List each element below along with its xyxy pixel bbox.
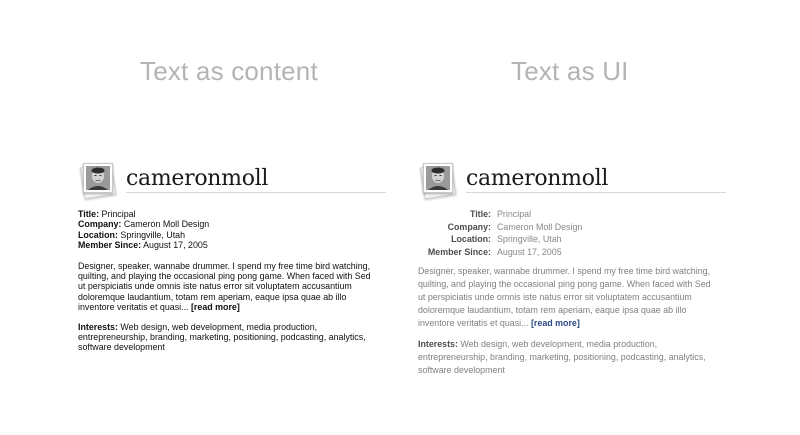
meta-label: Title: <box>78 209 100 219</box>
username[interactable]: cameronmoll <box>466 166 609 191</box>
meta-value: August 17, 2005 <box>497 246 562 257</box>
meta-location <box>78 230 388 240</box>
bio-paragraph <box>78 261 376 313</box>
bio-text: Designer, speaker, wannabe drummer. I spend my free time bird watching, quilting, and playing the occasional ping pong game. When faced with Sed ut perspiciatis unde omnis iste natus error sit voluptatem accusantium doloremque laudantium, totam rem aperiam, eaque ipsa quae ab illo inventore veritatis et quasi... <box>418 266 711 328</box>
meta-value: Cameron Moll Design <box>123 219 210 230</box>
profile-header <box>78 162 388 196</box>
profile-meta <box>418 208 728 258</box>
bio-paragraph <box>418 265 718 329</box>
divider <box>126 192 386 193</box>
username[interactable]: cameronmoll <box>126 166 269 191</box>
meta-value: Springville, Utah <box>120 229 186 240</box>
meta-company <box>78 219 388 229</box>
heading-text-as-ui: Text as UI <box>511 56 629 86</box>
meta-location <box>418 233 728 246</box>
interests-label: Interests: <box>78 321 118 332</box>
read-more-link[interactable]: [read more] <box>190 302 240 313</box>
avatar[interactable] <box>78 162 118 200</box>
person-photo-icon <box>86 166 110 190</box>
meta-label: Company: <box>78 219 122 230</box>
meta-title <box>418 208 728 221</box>
meta-label: Member Since: <box>427 246 491 257</box>
profile-card-ui <box>418 162 728 377</box>
person-photo-icon <box>426 166 450 190</box>
meta-label: Member Since: <box>78 240 142 251</box>
meta-value: Springville, Utah <box>497 234 562 245</box>
profile-card-content <box>78 162 388 353</box>
meta-value: Principal <box>497 209 532 219</box>
meta-value: Cameron Moll Design <box>497 221 583 232</box>
interests-label: Interests: <box>418 339 458 350</box>
meta-title <box>78 209 388 219</box>
meta-value: August 17, 2005 <box>143 240 208 251</box>
meta-value: Principal <box>101 209 136 219</box>
interests-paragraph <box>78 322 376 353</box>
meta-member-since <box>418 246 728 259</box>
interests-paragraph <box>418 338 718 376</box>
meta-label: Location: <box>78 229 118 240</box>
avatar[interactable] <box>418 162 458 200</box>
bio-text: Designer, speaker, wannabe drummer. I spend my free time bird watching, quilting, and playing the occasional ping pong game. When faced with Sed ut perspiciatis unde omnis iste natus error sit voluptatem accusantium doloremque laudantium, totam rem aperiam, eaque ipsa quae ab illo inventore veritatis et quasi... <box>78 260 371 313</box>
meta-company <box>418 221 728 234</box>
meta-member-since <box>78 240 388 250</box>
meta-label: Title: <box>469 209 491 219</box>
heading-text-as-content: Text as content <box>140 56 318 86</box>
profile-header <box>418 162 728 196</box>
meta-label: Company: <box>447 221 491 232</box>
meta-label: Location: <box>451 234 491 245</box>
avatar-photo <box>83 163 113 193</box>
divider <box>466 192 726 193</box>
interests-text: Web design, web development, media production, entrepreneurship, branding, marketing, positioning, podcasting, analytics, software development <box>418 339 706 375</box>
interests-text: Web design, web development, media production, entrepreneurship, branding, marketing, positioning, podcasting, analytics, software development <box>78 321 366 353</box>
avatar-photo <box>423 163 453 193</box>
profile-meta <box>78 209 388 251</box>
read-more-link[interactable]: [read more] <box>530 317 580 328</box>
